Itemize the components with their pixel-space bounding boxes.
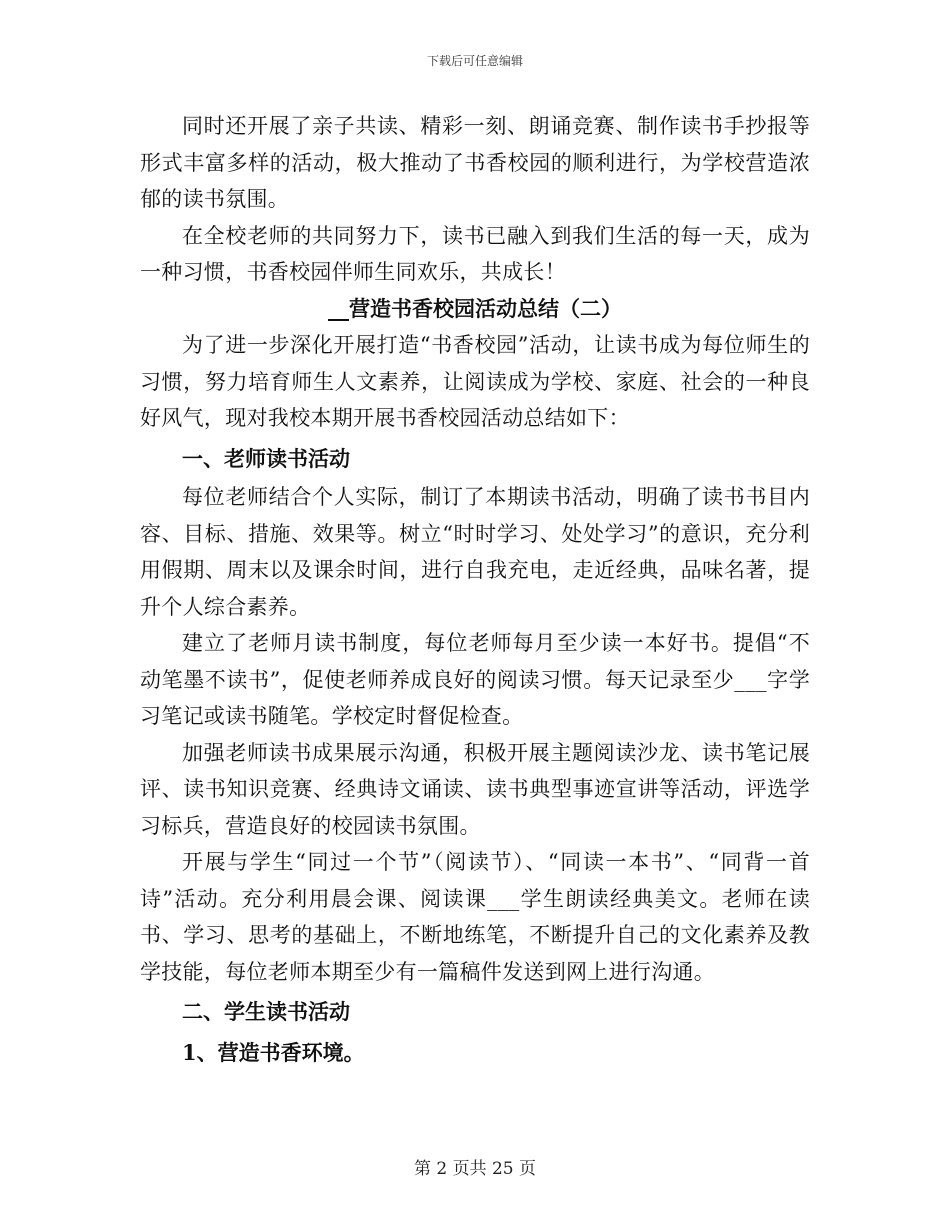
paragraph-activities: 同时还开展了亲子共读、精彩一刻、朗诵竞赛、制作读书手抄报等形式丰富多样的活动，极大推动了书香校园的顺利进行，为学校营造浓郁的读书氛围。 <box>140 114 810 211</box>
paragraph-teacher-exchange: 加强老师读书成果展示沟通，积极开展主题阅读沙龙、读书笔记展评、读书知识竞赛、经典诗文诵读、读书典型事迹宣讲等活动，评选学习标兵，营造良好的校园读书氛围。 <box>140 740 810 838</box>
heading-student-reading: 二、学生读书活动 <box>182 999 350 1024</box>
page-footer: 第 2 页共 25 页 <box>413 1159 537 1179</box>
document-body <box>140 108 810 1073</box>
heading-teacher-reading: 一、老师读书活动 <box>182 445 350 471</box>
paragraph-conclusion: 在全校老师的共同努力下，读书已融入到我们生活的每一天，成为一种习惯，书香校园伴师生同欢乐，共成长！ <box>140 223 810 284</box>
paragraph-teacher-monthly: 建立了老师月读书制度，每位老师每月至少读一本好书。提倡“不动笔墨不读书”，促使老师养成良好的阅读习惯。每天记录至少___字学习笔记或读书随笔。学校定时督促检查。 <box>140 631 810 728</box>
heading-environment: 1、营造书香环境。 <box>182 1039 365 1065</box>
page-header: 下载后可任意编辑 <box>426 54 523 68</box>
paragraph-teacher-student: 开展与学生“同过一个节”（阅读节）、“同读一本书”、“同背一首诗”活动。充分利用晨会课、阅读课___学生朗读经典美文。老师在读书、学习、思考的基础上，不断地练笔，不断提升自己的文化素养及教学技能，每位老师本期至少有一篇稿件发送到网上进行沟通。 <box>140 850 810 984</box>
paragraph-intro: 为了进一步深化开展打造“书香校园”活动，让读书成为每位师生的习惯，努力培育师生人文素养，让阅读成为学校、家庭、社会的一种良好风气，现对我校本期开展书香校园活动总结如下： <box>140 333 810 430</box>
paragraph-teacher-plan: 每位老师结合个人实际，制订了本期读书活动，明确了读书书目内容、目标、措施、效果等。树立“时时学习、处处学习”的意识，充分利用假期、周末以及课余时间，进行自我充电，走近经典，品味名著，提升个人综合素养。 <box>140 485 810 619</box>
section-title: __营造书香校园活动总结（二） <box>328 295 622 321</box>
